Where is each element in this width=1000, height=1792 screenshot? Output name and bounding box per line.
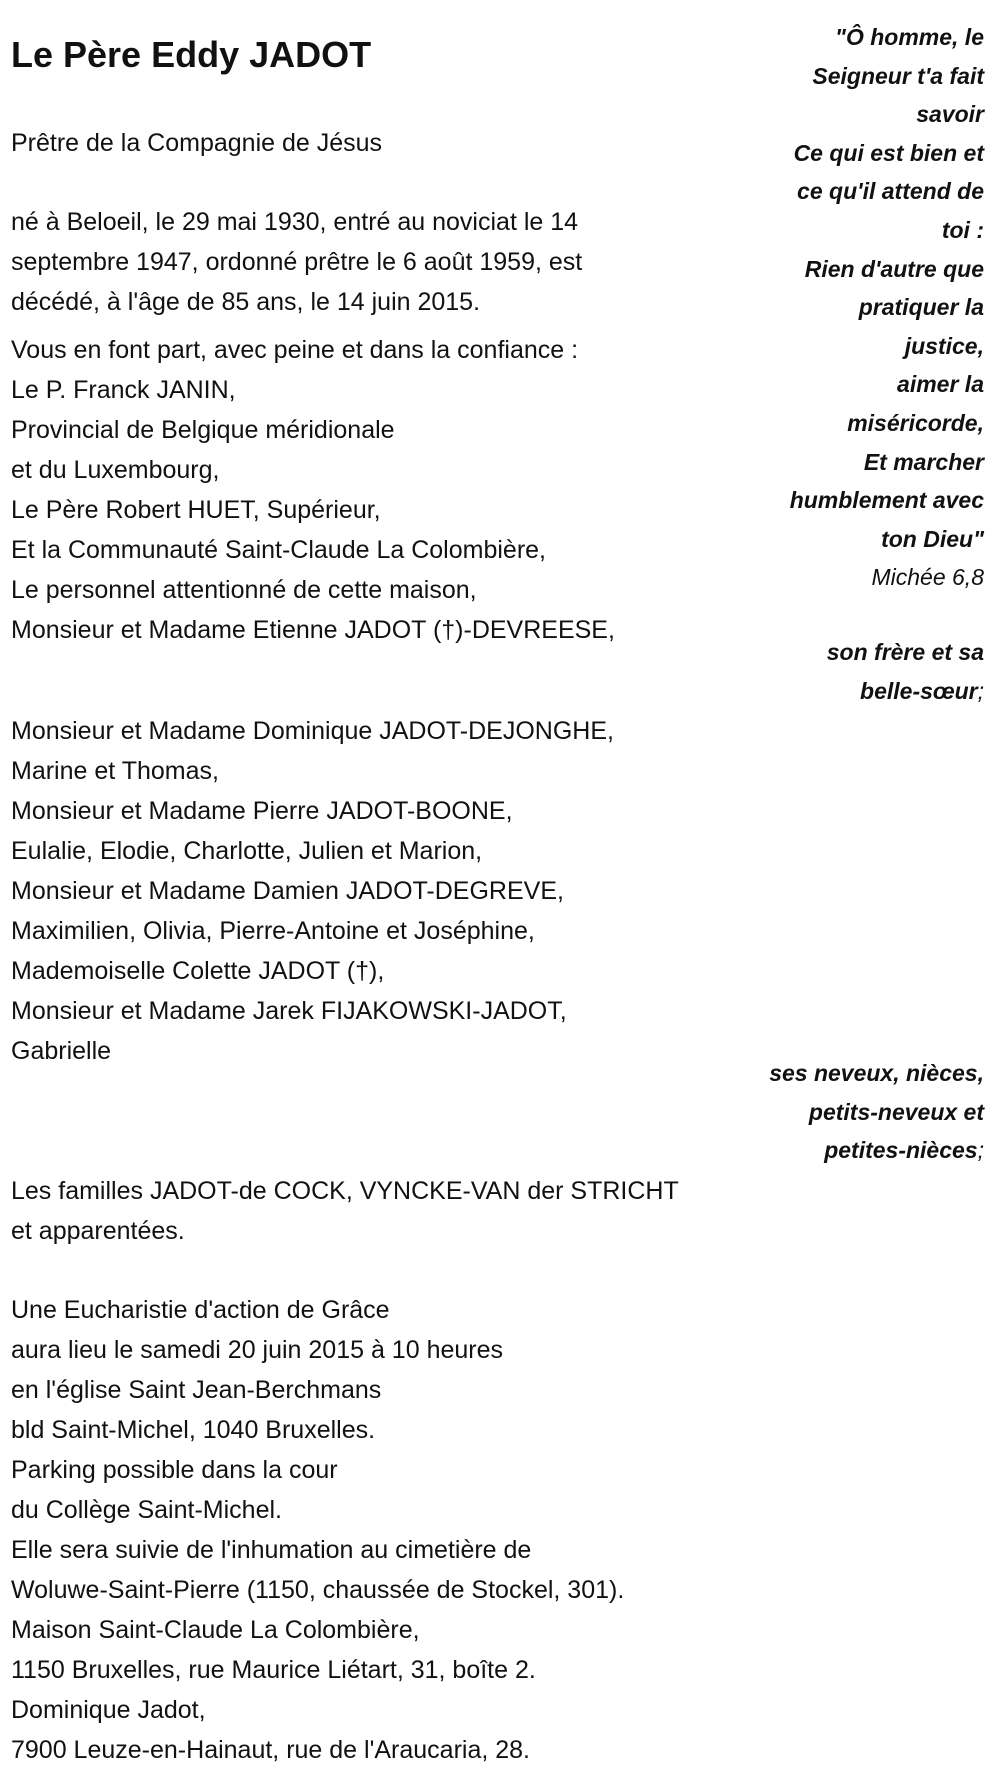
family-line: Maximilien, Olivia, Pierre-Antoine et Joséphine,	[11, 917, 535, 945]
ceremony-line: Parking possible dans la cour	[11, 1456, 338, 1484]
announcers-line: Le personnel attentionné de cette maison,	[11, 576, 477, 604]
quote-line: justice,	[904, 332, 984, 359]
family-line: Monsieur et Madame Jarek FIJAKOWSKI-JADOT,	[11, 997, 567, 1025]
ceremony-line: Maison Saint-Claude La Colombière,	[11, 1616, 420, 1644]
families-line: Les familles JADOT-de COCK, VYNCKE-VAN der STRICHT	[11, 1177, 679, 1205]
quote-line: ce qu'il attend de	[797, 178, 984, 205]
family-line: Monsieur et Madame Damien JADOT-DEGREVE,	[11, 877, 564, 905]
bible-quote	[684, 18, 984, 597]
quote-reference: Michée 6,8	[871, 564, 984, 591]
quote-line: toi :	[941, 216, 984, 243]
family-line: Gabrielle	[11, 1037, 112, 1065]
announcers-line: et du Luxembourg,	[11, 456, 220, 484]
page-title: Le Père Eddy JADOT	[11, 34, 372, 75]
family-line: Monsieur et Madame Dominique JADOT-DEJONGHE,	[11, 717, 614, 745]
announcers-line: Et la Communauté Saint-Claude La Colombière,	[11, 536, 546, 564]
quote-line: humblement avec	[789, 487, 984, 514]
bio-block	[11, 202, 582, 322]
ceremony-line: Elle sera suivie de l'inhumation au cimetière de	[11, 1536, 532, 1564]
bio-line: décédé, à l'âge de 85 ans, le 14 juin 2015.	[11, 288, 481, 316]
subtitle-text: Prêtre de la Compagnie de Jésus	[11, 129, 383, 157]
ceremony-line: Une Eucharistie d'action de Grâce	[11, 1296, 390, 1324]
announcers-line: Monsieur et Madame Etienne JADOT (†)-DEVREESE,	[11, 616, 615, 644]
ceremony-line: Woluwe-Saint-Pierre (1150, chaussée de Stockel, 301).	[11, 1576, 625, 1604]
quote-line: savoir	[916, 101, 984, 128]
ceremony-line: en l'église Saint Jean-Berchmans	[11, 1376, 382, 1404]
announcers-line: Le Père Robert HUET, Supérieur,	[11, 496, 381, 524]
announcers-block	[11, 330, 615, 650]
family-line: Marine et Thomas,	[11, 757, 219, 785]
ceremony-block	[11, 1290, 624, 1770]
quote-line: "Ô homme, le	[835, 24, 984, 50]
quote-line: ton Dieu"	[881, 525, 984, 552]
family-line: Mademoiselle Colette JADOT (†),	[11, 957, 385, 985]
family-line: Eulalie, Elodie, Charlotte, Julien et Marion,	[11, 837, 483, 865]
quote-line: aimer la	[897, 371, 984, 398]
ceremony-line: du Collège Saint-Michel.	[11, 1496, 282, 1524]
quote-line: Rien d'autre que	[804, 255, 984, 282]
quote-line: Et marcher	[863, 448, 984, 475]
side-label-line: petites-nièces;	[824, 1137, 984, 1164]
ceremony-line: bld Saint-Michel, 1040 Bruxelles.	[11, 1416, 376, 1444]
side-label-line: petits-neveux et	[808, 1098, 984, 1125]
quote-line: Ce qui est bien et	[793, 139, 984, 166]
families-line: et apparentées.	[11, 1217, 185, 1245]
family-line: Monsieur et Madame Pierre JADOT-BOONE,	[11, 797, 513, 825]
side-label-nephews	[769, 1054, 984, 1170]
announcers-line: Provincial de Belgique méridionale	[11, 416, 395, 444]
announcers-line: Le P. Franck JANIN,	[11, 376, 236, 404]
bio-line: né à Beloeil, le 29 mai 1930, entré au noviciat le 14	[11, 208, 579, 236]
quote-line: miséricorde,	[847, 409, 984, 436]
ceremony-line: 7900 Leuze-en-Hainaut, rue de l'Araucaria, 28.	[11, 1736, 530, 1764]
subtitle	[11, 123, 382, 163]
quote-line: Seigneur t'a fait	[812, 62, 984, 89]
ceremony-line: 1150 Bruxelles, rue Maurice Liétart, 31, boîte 2.	[11, 1656, 536, 1684]
side-label-line: son frère et sa	[826, 639, 984, 665]
quote-line: pratiquer la	[858, 294, 984, 321]
family-block	[11, 711, 614, 1071]
announcers-line: Vous en font part, avec peine et dans la confiance :	[11, 336, 579, 364]
bio-line: septembre 1947, ordonné prêtre le 6 août 1959, est	[11, 248, 583, 276]
side-label-line: ses neveux, nièces,	[769, 1060, 984, 1086]
ceremony-line: aura lieu le samedi 20 juin 2015 à 10 heures	[11, 1336, 504, 1364]
ceremony-line: Dominique Jadot,	[11, 1696, 206, 1724]
side-label-line: belle-sœur;	[860, 677, 984, 704]
families-block	[11, 1171, 679, 1251]
side-label-brother	[827, 633, 984, 710]
